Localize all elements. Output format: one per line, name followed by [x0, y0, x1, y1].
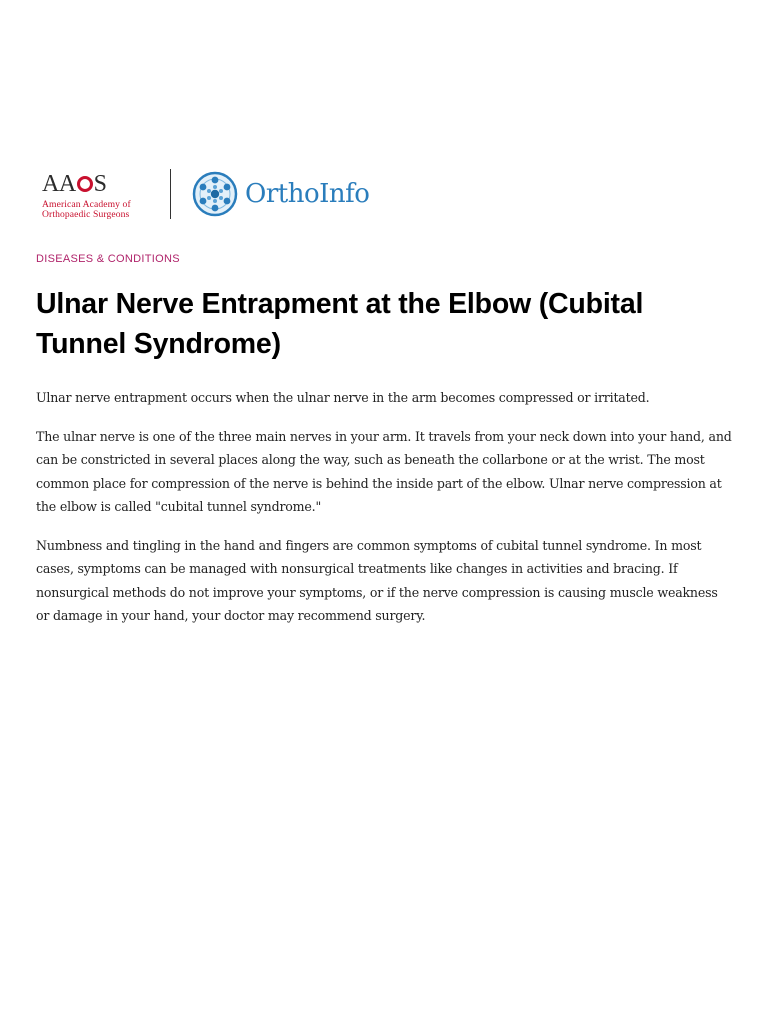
- logo-divider: [170, 169, 171, 219]
- site-header: [36, 166, 369, 222]
- orthoinfo-globe-icon: [191, 170, 239, 218]
- aaos-logo[interactable]: [36, 168, 148, 220]
- aaos-wordmark-aa: AA: [42, 171, 76, 197]
- paragraph: Ulnar nerve entrapment occurs when the ulnar nerve in the arm becomes compressed or irritated.: [36, 390, 650, 405]
- page-title: Ulnar Nerve Entrapment at the Elbow (Cubital Tunnel Syndrome): [36, 288, 644, 360]
- orthoinfo-wordmark: OrthoInfo: [245, 179, 370, 209]
- paragraph: The ulnar nerve is one of the three main nerves in your arm. It travels from your neck down into your hand, and can be constricted in several places along the way, such as beneath the collarbone or at the wrist. The most common place for compression of the nerve is behind the inside part of the elbow. Ulnar nerve compression at the elbow is called "cubital tunnel syndrome.": [36, 428, 732, 514]
- paragraph: Numbness and tingling in the hand and fingers are common symptoms of cubital tunnel syndrome. In most cases, symptoms can be managed with nonsurgical treatments like changes in activities and bracing. If nonsurgical methods do not improve your symptoms, or if the nerve compression is causing muscle weakness or damage in your hand, your doctor may recommend surgery.: [36, 537, 718, 623]
- aaos-wordmark-s: S: [93, 171, 107, 197]
- article-body: [36, 386, 732, 643]
- aaos-o-ring-icon: [77, 176, 93, 192]
- category-label[interactable]: DISEASES & CONDITIONS: [36, 253, 180, 265]
- aaos-wordmark: [42, 170, 107, 198]
- aaos-subtitle-line1: American Academy of: [42, 199, 131, 210]
- aaos-subtitle-line2: Orthopaedic Surgeons: [42, 209, 130, 220]
- orthoinfo-logo[interactable]: [191, 170, 369, 218]
